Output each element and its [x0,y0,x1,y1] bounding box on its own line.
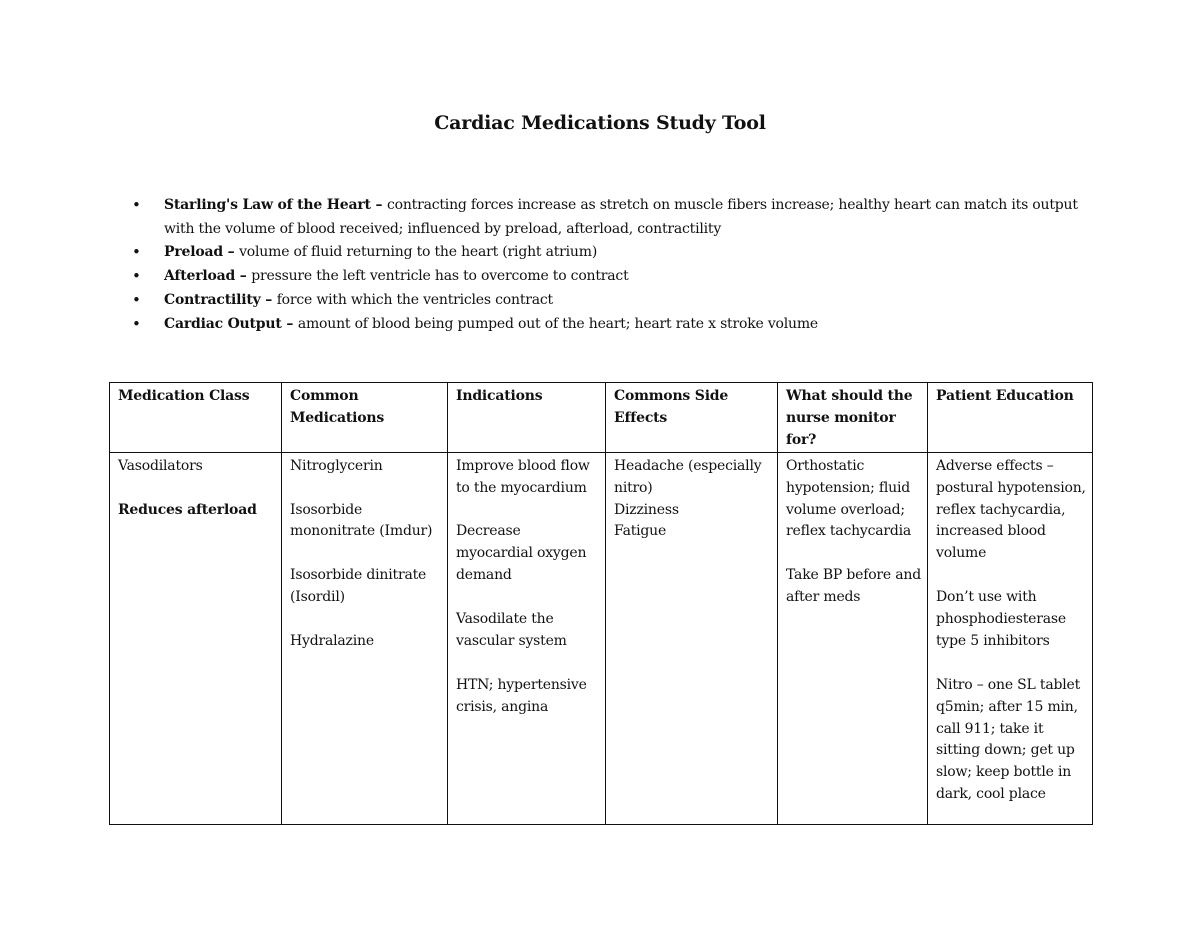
cell-common-medications [282,452,448,824]
definition-separator: – [370,197,387,213]
definition-term: Contractility [164,291,261,308]
side-effect-item: Fatigue [614,523,667,540]
header-patient-education: Patient Education [928,383,1093,453]
side-effect-item: Dizziness [614,501,679,518]
definition-separator: – [235,268,252,285]
table-header-row [110,383,1093,453]
header-medication-class: Medication Class [110,383,282,453]
education-item: Nitro – one SL tablet q5min; after 15 min, call 911; take it sitting down; get up slow; keep bottle in dark, cool place [936,676,1081,803]
education-item: Adverse effects – postural hypotension, reflex tachycardia, increased blood volume [936,457,1086,562]
definition-item [132,194,1092,241]
cell-nurse-monitor [778,452,928,824]
definition-item [132,313,1092,337]
cell-medication-class [110,452,282,824]
definition-separator: – [260,291,277,308]
definition-term: Afterload [164,268,236,285]
cell-indications [448,452,606,824]
definition-text: contracting forces increase as stretch on muscle fibers increase; healthy heart can match its output with the volume of blood received; influenced by preload, afterload, contractility [164,197,1078,237]
definition-separator: – [281,315,298,332]
definition-item [132,265,1092,289]
medication-class-note: Reduces afterload [118,501,257,518]
definition-term: Cardiac Output [164,315,282,332]
medication-item: Nitroglycerin [290,457,383,474]
cell-patient-education [928,452,1093,824]
side-effect-item: Headache (especially nitro) [614,457,762,496]
header-indications: Indications [448,383,606,453]
definition-text: force with which the ventricles contract [276,291,553,308]
definitions-list [132,194,1092,336]
monitor-item: Take BP before and after meds [786,567,921,606]
monitor-item: Orthostatic hypotension; fluid volume overload; reflex tachycardia [786,457,912,540]
definition-term: Starling's Law of the Heart [164,197,371,213]
definition-text: amount of blood being pumped out of the heart; heart rate x stroke volume [297,315,819,332]
definition-text: volume of fluid returning to the heart (right atrium) [239,244,598,261]
medications-table [109,382,1093,825]
cell-side-effects [606,452,778,824]
header-nurse-monitor: What should the nurse monitor for? [778,383,928,453]
header-side-effects: Commons Side Effects [606,383,778,453]
page-title: Cardiac Medications Study Tool [434,112,766,134]
table-row [110,452,1093,824]
indication-item: Improve blood flow to the myocardium [456,457,590,496]
definition-separator: – [222,244,240,261]
education-item: Don’t use with phosphodiesterase type 5 inhibitors [936,589,1066,649]
indication-item: Vasodilate the vascular system [456,611,567,649]
definition-text: pressure the left ventricle has to overcome to contract [251,268,629,285]
medication-class-name: Vasodilators [118,457,203,474]
definition-item [132,289,1092,313]
medication-item: Isosorbide mononitrate (Imdur) [290,501,433,540]
definition-item [132,241,1092,265]
definition-term: Preload [164,244,223,261]
header-common-medications: Common Medications [282,383,448,453]
medication-item: Hydralazine [290,632,374,649]
indication-item: HTN; hypertensive crisis, angina [456,676,587,715]
medication-item: Isosorbide dinitrate (Isordil) [290,567,427,606]
indication-item: Decrease myocardial oxygen demand [456,523,587,584]
